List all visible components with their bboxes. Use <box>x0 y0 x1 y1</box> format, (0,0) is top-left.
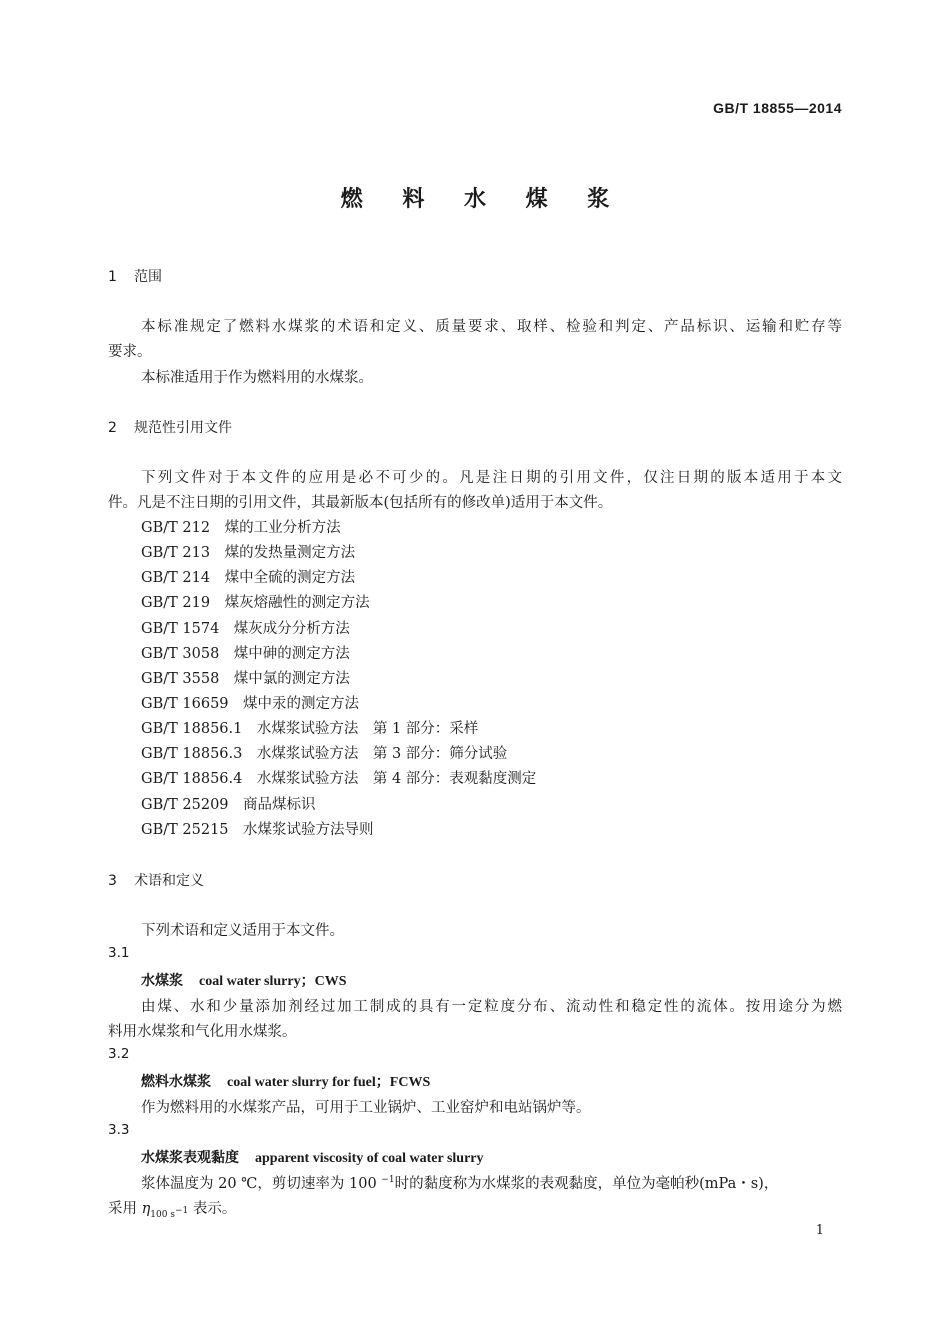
reference-item: GB/T 219 煤灰熔融性的测定方法 <box>141 595 370 611</box>
definition-text: 表示。 <box>188 1201 237 1217</box>
reference-item: GB/T 213 煤的发热量测定方法 <box>141 545 356 561</box>
definition-text: 采用 <box>108 1201 142 1217</box>
term-cn: 燃料水煤浆 <box>141 1074 211 1090</box>
definition-line: 由煤、水和少量添加剂经过加工制成的具有一定粒度分布、流动性和稳定性的流体。按用途分为燃 <box>141 999 842 1015</box>
term-number: 3.3 <box>108 1122 130 1138</box>
subscript-superscript: −1 <box>174 1205 189 1216</box>
standard-code: GB/T 18855—2014 <box>713 100 842 116</box>
reference-item: GB/T 25215 水煤浆试验方法导则 <box>141 822 374 838</box>
term-cn: 水煤浆表观黏度 <box>141 1150 239 1166</box>
section-1-heading <box>108 266 162 286</box>
reference-item: GB/T 3558 煤中氯的测定方法 <box>141 671 350 687</box>
paragraph-line: 件。凡是不注日期的引用文件，其最新版本(包括所有的修改单)适用于本文件。 <box>108 495 613 511</box>
reference-item: GB/T 214 煤中全硫的测定方法 <box>141 570 356 586</box>
definition-text: 浆体温度为 20 ℃，剪切速率为 100 <box>141 1176 382 1192</box>
superscript: −1 <box>381 1175 395 1186</box>
subscript <box>150 1205 189 1220</box>
reference-item: GB/T 212 煤的工业分析方法 <box>141 520 341 536</box>
reference-item: GB/T 1574 煤灰成分分析方法 <box>141 621 350 637</box>
term-heading <box>141 970 347 990</box>
term-cn: 水煤浆 <box>141 973 183 989</box>
definition-text: 时的黏度称为水煤浆的表观黏度，单位为毫帕秒(mPa・s)， <box>394 1176 779 1192</box>
term-number: 3.2 <box>108 1046 130 1062</box>
term-en: coal water slurry for fuel；FCWS <box>227 1075 431 1090</box>
paragraph-line: 本标准规定了燃料水煤浆的术语和定义、质量要求、取样、检验和判定、产品标识、运输和贮存等 <box>141 319 842 335</box>
page-title: 燃 料 水 煤 浆 <box>340 187 626 212</box>
section-number: 1 <box>108 269 117 285</box>
definition-line <box>108 1197 236 1220</box>
section-number: 3 <box>108 873 117 889</box>
term-heading <box>141 1147 484 1167</box>
reference-item: GB/T 18856.3 水煤浆试验方法 第 3 部分：筛分试验 <box>141 746 508 762</box>
reference-item: GB/T 18856.1 水煤浆试验方法 第 1 部分：采样 <box>141 721 479 737</box>
subscript-text: 100 s <box>150 1209 175 1220</box>
reference-item: GB/T 3058 煤中砷的测定方法 <box>141 646 350 662</box>
reference-item: GB/T 18856.4 水煤浆试验方法 第 4 部分：表观黏度测定 <box>141 771 537 787</box>
term-en: apparent viscosity of coal water slurry <box>255 1151 484 1166</box>
page-number: 1 <box>815 1223 824 1238</box>
section-2-heading <box>108 417 232 437</box>
definition-line: 作为燃料用的水煤浆产品，可用于工业锅炉、工业窑炉和电站锅炉等。 <box>141 1100 591 1116</box>
eta-symbol: η <box>141 1201 151 1217</box>
term-en: coal water slurry；CWS <box>199 974 347 989</box>
term-number: 3.1 <box>108 945 130 961</box>
term-heading <box>141 1071 430 1091</box>
paragraph-line: 要求。 <box>108 344 152 360</box>
section-3-heading <box>108 870 204 890</box>
section-title: 范围 <box>134 269 162 285</box>
reference-item: GB/T 25209 商品煤标识 <box>141 797 316 813</box>
section-title: 术语和定义 <box>134 873 204 889</box>
section-title: 规范性引用文件 <box>134 420 232 436</box>
reference-item: GB/T 16659 煤中汞的测定方法 <box>141 696 360 712</box>
definition-line <box>141 1172 778 1193</box>
paragraph-line: 下列术语和定义适用于本文件。 <box>141 923 344 939</box>
paragraph-line: 本标准适用于作为燃料用的水煤浆。 <box>141 370 373 386</box>
section-number: 2 <box>108 420 117 436</box>
definition-line: 料用水煤浆和气化用水煤浆。 <box>108 1024 297 1040</box>
paragraph-line: 下列文件对于本文件的应用是必不可少的。凡是注日期的引用文件，仅注日期的版本适用于本文 <box>141 470 842 486</box>
